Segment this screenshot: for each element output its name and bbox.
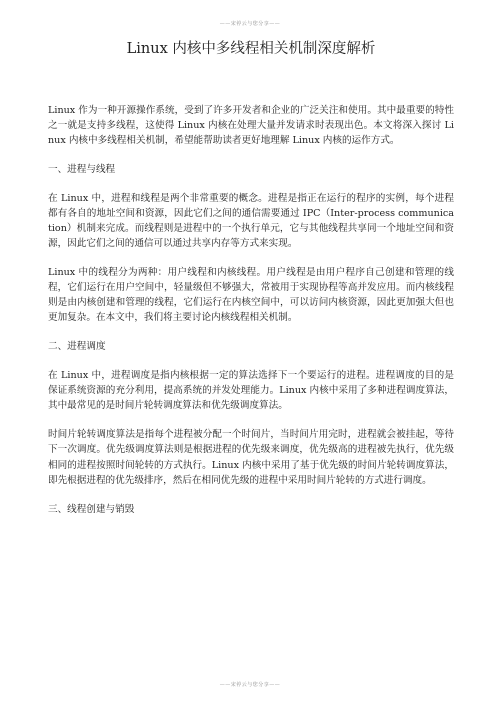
- paragraph-scheduling: 在 Linux 中，进程调度是指内核根据一定的算法选择下一个要运行的进程。进程调度的目的是保证系统资源的充分利用，提高系统的并发处理能力。Linux 内核中采用了多种进程调度算法，其中最常见的是时间片轮转调度算法和优先级调度算法。: [48, 369, 454, 412]
- document-body: [48, 35, 454, 517]
- document-title: Linux 内核中多线程相关机制深度解析: [126, 41, 376, 57]
- paragraph-thread-types: Linux 中的线程分为两种：用户线程和内核线程。用户线程是由用户程序自己创建和管理的线程，它们运行在用户空间中，轻量级但不够强大，常被用于实现协程等高并发应用。而内核线程则是由内核创建和管理的线程，它们运行在内核空间中，可以访问内核资源，因此更加强大但也更加复杂。在本文中，我们将主要讨论内核线程相关机制。: [48, 266, 454, 324]
- section-heading-3: 三、线程创建与销毁: [48, 504, 135, 516]
- paragraph-round-robin: 时间片轮转调度算法是指每个进程被分配一个时间片，当时间片用完时，进程就会被挂起，等待下一次调度。优先级调度算法则是根据进程的优先级来调度，优先级高的进程被先执行，优先级相同的进程按照时间轮转的方式执行。Linux 内核中采用了基于优先级的时间片轮转调度算法，即先根据进程的优先级排序，然后在相同优先级的进程中采用时间片轮转的方式进行调度。: [48, 429, 454, 486]
- section-heading-1: 一、进程与线程: [48, 163, 116, 175]
- section-heading-2: 二、进程调度: [48, 341, 106, 353]
- page-header: ——宋停云与您分享——: [219, 21, 281, 27]
- page-footer: ——宋停云与您分享——: [219, 682, 281, 688]
- intro-paragraph: Linux 作为一种开源操作系统，受到了许多开发者和企业的广泛关注和使用。其中最重要的特性之一就是支持多线程，这使得 Linux 内核在处理大量并发请求时表现出色。本文将深入探讨 Linux 内核中多线程相关机制，希望能帮助读者更好地理解 Linux 内核的运作方式。: [48, 105, 454, 147]
- paragraph-process-thread: 在 Linux 中，进程和线程是两个非常重要的概念。进程是指正在运行的程序的实例，每个进程都有各自的地址空间和资源，因此它们之间的通信需要通过 IPC（Inter-process communication）机制来完成。而线程则是进程中的一个执行单元，它与其他线程共享同一个地址空间和资源，因此它们之间的通信可以通过共享内存等方式来实现。: [48, 192, 454, 250]
